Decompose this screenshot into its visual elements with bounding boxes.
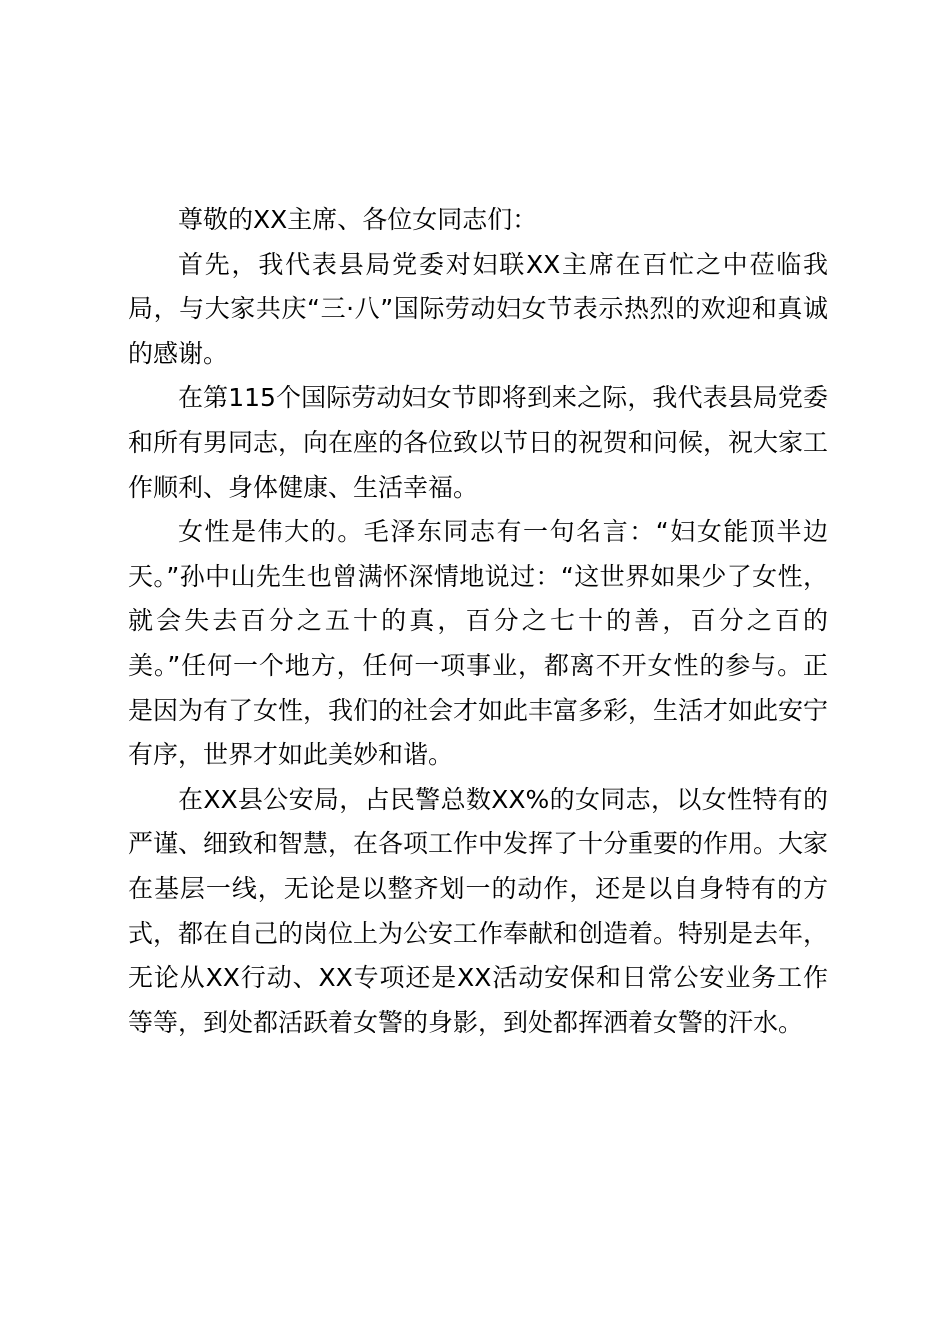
- document-body: [128, 198, 828, 1045]
- body-paragraph: 首先，我代表县局党委对妇联XX主席在百忙之中莅临我局，与大家共庆“三·八”国际劳动妇女节表示热烈的欢迎和真诚的感谢。: [128, 249, 828, 368]
- body-paragraph: 在第115个国际劳动妇女节即将到来之际，我代表县局党委和所有男同志，向在座的各位致以节日的祝贺和问候，祝大家工作顺利、身体健康、生活幸福。: [128, 383, 829, 502]
- body-paragraph: 在XX县公安局，占民警总数XX%的女同志，以女性特有的严谨、细致和智慧，在各项工作中发挥了十分重要的作用。大家在基层一线，无论是以整齐划一的动作，还是以自身特有的方式，都在自己的岗位上为公安工作奉献和创造着。特别是去年，无论从XX行动、XX专项还是XX活动安保和日常公安业务工作等等，到处都活跃着女警的身影，到处都挥洒着女警的汗水。: [128, 784, 829, 1037]
- salutation-paragraph: 尊敬的XX主席、各位女同志们：: [178, 205, 538, 234]
- body-paragraph: 女性是伟大的。毛泽东同志有一句名言：“妇女能顶半边天。”孙中山先生也曾满怀深情地说过：“这世界如果少了女性，就会失去百分之五十的真，百分之七十的善，百分之百的美。”任何一个地方，任何一项事业，都离不开女性的参与。正是因为有了女性，我们的社会才如此丰富多彩，生活才如此安宁有序，世界才如此美妙和谐。: [128, 517, 829, 770]
